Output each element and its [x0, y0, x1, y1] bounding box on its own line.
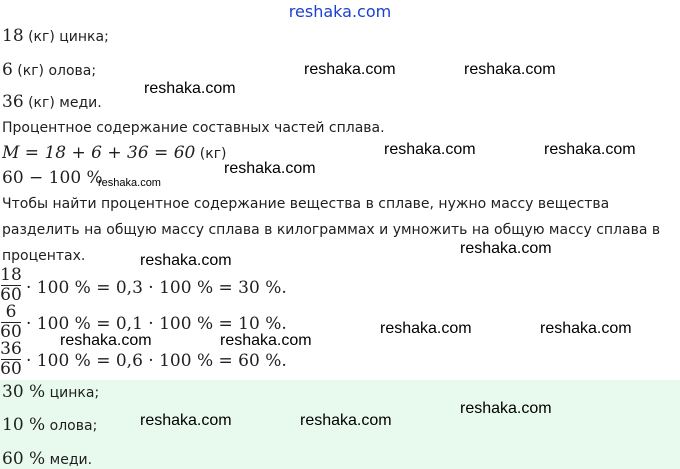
zinc-percent-calc: · 100 % = 0,3 · 100 % = 30 %. [26, 278, 287, 298]
fraction-denominator: 60 [0, 285, 22, 305]
tin-percent-calc: · 100 % = 0,1 · 100 % = 10 %. [26, 314, 287, 334]
copper-mass-value: 36 [2, 92, 24, 112]
copper-mass-line [2, 92, 102, 112]
answer-tin-percent: 10 % [2, 415, 46, 435]
explanation-paragraph: Чтобы найти процентное содержание вещества в сплаве, нужно массу вещества разделить на общую массу сплава в килограммах и умножить на общую массу сплава в процентах. [2, 196, 661, 264]
mass-formula: M = 18 + 6 + 36 = 60 [2, 143, 196, 163]
fraction-numerator: 6 [5, 302, 17, 322]
watermark: reshaka.com [460, 240, 552, 257]
answer-copper-text: меди. [45, 452, 93, 468]
fraction-numerator: 36 [0, 339, 22, 359]
mass-formula-line [2, 143, 227, 163]
tin-mass-text: (кг) олова; [12, 63, 97, 79]
watermark: reshaka.com [144, 80, 236, 97]
zinc-mass-line [2, 26, 109, 46]
watermark: reshaka.com [140, 412, 232, 429]
tin-mass-line [2, 60, 96, 80]
answer-tin [2, 415, 97, 435]
fraction-copper [0, 340, 22, 378]
watermark: reshaka.com [380, 320, 472, 337]
answer-tin-text: олова; [45, 418, 98, 434]
fraction-denominator: 60 [0, 359, 22, 379]
answer-zinc [2, 382, 99, 402]
watermark: reshaka.com [464, 61, 556, 78]
watermark: reshaka.com [540, 320, 632, 337]
watermark: reshaka.com [544, 141, 636, 158]
site-header-link[interactable]: reshaka.com [288, 2, 392, 21]
watermark: reshaka.com [224, 160, 316, 177]
answer-copper-percent: 60 % [2, 449, 46, 469]
watermark: reshaka.com [304, 61, 396, 78]
watermark: reshaka.com [140, 252, 232, 269]
watermark: reshaka.com [384, 141, 476, 158]
answer-zinc-text: цинка; [45, 385, 100, 401]
tin-mass-value: 6 [2, 60, 13, 80]
fraction-tin [0, 303, 22, 341]
answer-zinc-percent: 30 % [2, 382, 46, 402]
watermark: reshaka.com [300, 412, 392, 429]
fraction-numerator: 18 [0, 265, 22, 285]
copper-percent-calc: · 100 % = 0,6 · 100 % = 60 %. [26, 351, 287, 371]
copper-mass-text: (кг) меди. [23, 95, 102, 111]
zinc-mass-text: (кг) цинка; [23, 29, 109, 45]
percent-heading: Процентное содержание составных частей сплава. [2, 120, 385, 136]
watermark: reshaka.com [220, 332, 312, 349]
fraction-denominator: 60 [0, 322, 22, 342]
fraction-zinc [0, 266, 22, 304]
mass-unit: (кг) [195, 146, 227, 162]
watermark: reshaka.com [460, 400, 552, 417]
answer-copper [2, 449, 92, 469]
watermark: reshaka.com [60, 332, 152, 349]
watermark: reshaka.com [98, 177, 161, 189]
zinc-mass-value: 18 [2, 26, 24, 46]
hundred-percent-line: 60 − 100 % [2, 168, 103, 188]
